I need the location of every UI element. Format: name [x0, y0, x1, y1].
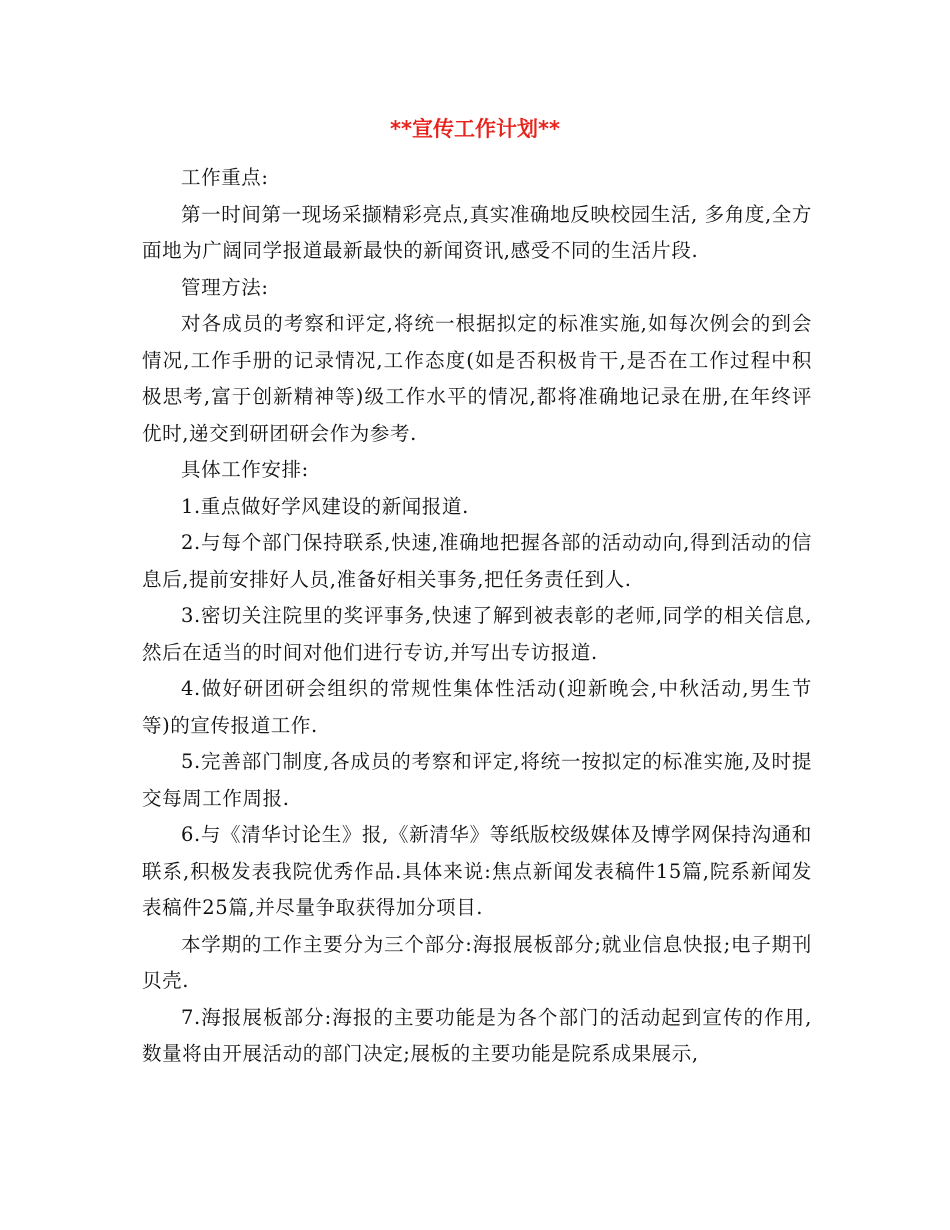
- document-body: [142, 160, 812, 1073]
- list-item-5: 5.完善部门制度,各成员的考察和评定,将统一按拟定的标准实施,及时提交每周工作周报.: [142, 750, 812, 810]
- list-item-1: 1.重点做好学风建设的新闻报道.: [181, 494, 469, 518]
- list-item-4: 4.做好研团研会组织的常规性集体性活动(迎新晚会,中秋活动,男生节等)的宣传报道工作.: [142, 677, 812, 737]
- heading-work-focus: 工作重点:: [181, 166, 269, 189]
- list-item-3: 3.密切关注院里的奖评事务,快速了解到被表彰的老师,同学的相关信息,然后在适当的时间对他们进行专访,并写出专访报道.: [142, 604, 812, 664]
- list-item-7: 7.海报展板部分:海报的主要功能是为各个部门的活动起到宣传的作用,数量将由开展活动的部门决定;展板的主要功能是院系成果展示,: [142, 1005, 812, 1065]
- heading-work-arrangement: 具体工作安排:: [181, 458, 309, 481]
- list-item-2: 2.与每个部门保持联系,快速,准确地把握各部的活动动向,得到活动的信息后,提前安排好人员,准备好相关事务,把任务责任到人.: [142, 531, 812, 591]
- paragraph-semester-parts: 本学期的工作主要分为三个部分:海报展板部分;就业信息快报;电子期刊贝壳.: [142, 932, 812, 992]
- heading-management-method: 管理方法:: [181, 275, 269, 299]
- list-item-6: 6.与《清华讨论生》报,《新清华》等纸版校级媒体及博学网保持沟通和联系,积极发表我院优秀作品.具体来说:焦点新闻发表稿件15篇,院系新闻发表稿件25篇,并尽量争取获得加分项目.: [142, 823, 812, 919]
- document-title: **宣传工作计划**: [390, 117, 560, 141]
- paragraph-management-method: 对各成员的考察和评定,将统一根据拟定的标准实施,如每次例会的到会情况,工作手册的记录情况,工作态度(如是否积极肯干,是否在工作过程中积极思考,富于创新精神等)级工作水平的情况,都将准确地记录在册,在年终评优时,递交到研团研会作为参考.: [142, 312, 812, 445]
- paragraph-work-focus: 第一时间第一现场采撷精彩亮点,真实准确地反映校园生活, 多角度,全方面地为广阔同学报道最新最快的新闻资讯,感受不同的生活片段.: [142, 202, 812, 262]
